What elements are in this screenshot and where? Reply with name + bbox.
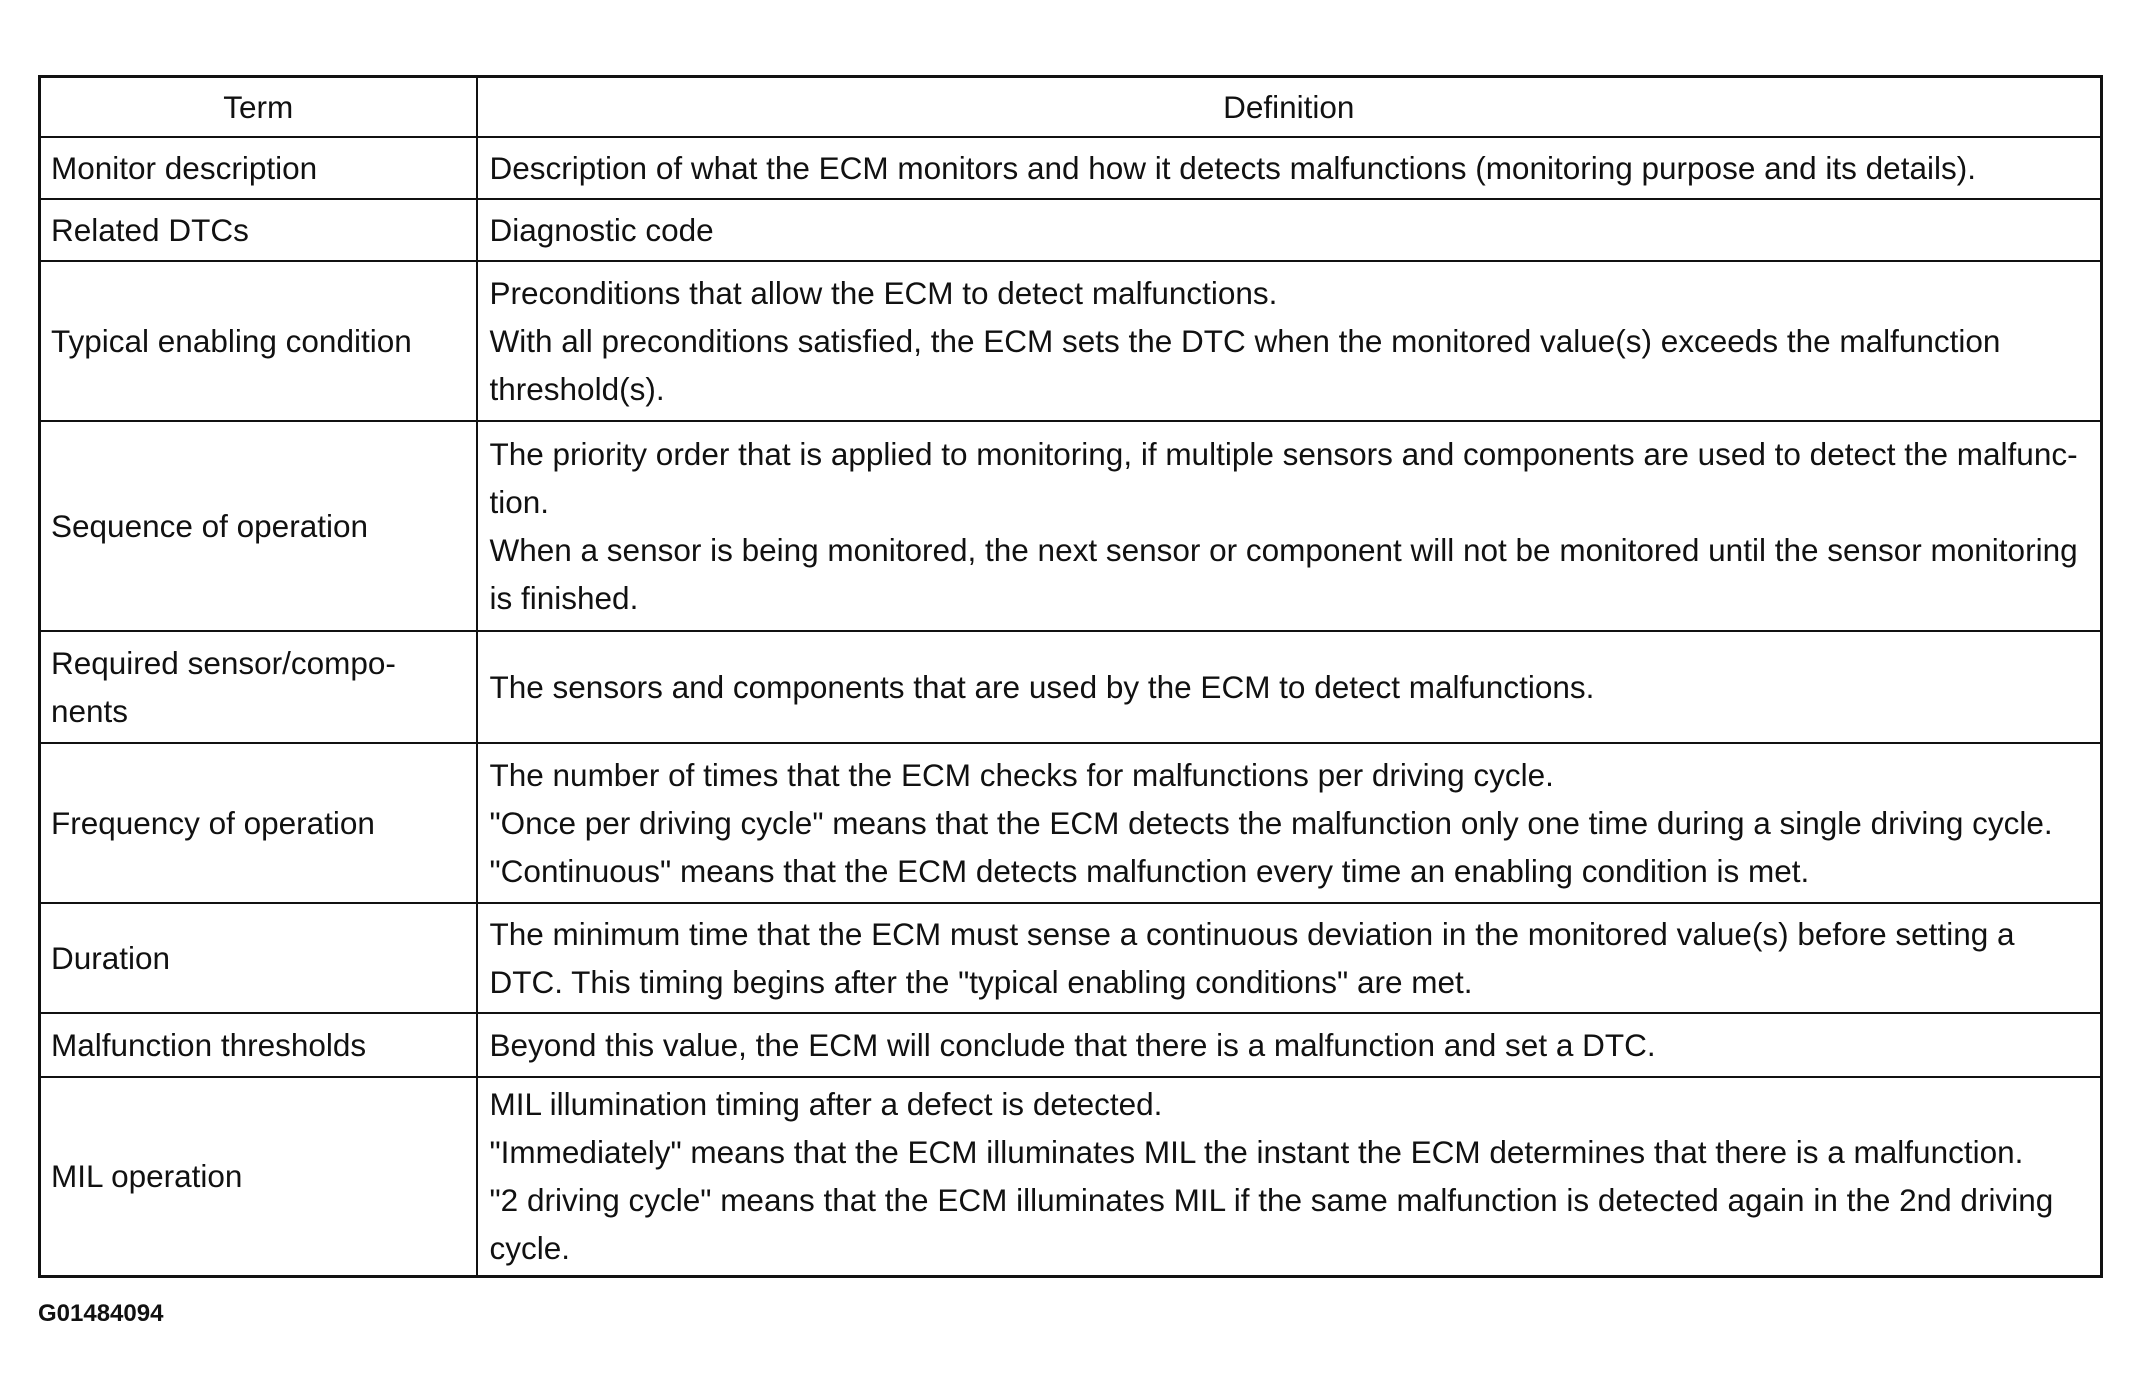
definition-line: tion.: [489, 483, 550, 520]
definition-line: is finished.: [489, 579, 639, 616]
table-row: [40, 261, 2102, 421]
table-row: [40, 1013, 2102, 1077]
term-cell: Sequence of operation: [40, 421, 477, 631]
term-cell: Related DTCs: [40, 199, 477, 261]
term-line: Required sensor/compo-: [51, 644, 396, 681]
definition-line: "Immediately" means that the ECM illuminates MIL the instant the ECM determines that there is a malfunction.: [489, 1134, 2024, 1171]
definition-line: MIL illumination timing after a defect is detected.: [489, 1086, 1163, 1123]
table-row: [40, 199, 2102, 261]
definition-cell: [477, 903, 2102, 1013]
definition-cell: [477, 199, 2102, 261]
definition-line: "Continuous" means that the ECM detects malfunction every time an enabling condition is met.: [489, 852, 1810, 889]
definition-line: The sensors and components that are used by the ECM to detect malfunctions.: [489, 668, 1595, 705]
column-header-definition: Definition: [477, 77, 2102, 137]
term-cell: MIL operation: [40, 1077, 477, 1277]
definition-cell: [477, 743, 2102, 903]
table-row: [40, 631, 2102, 743]
definition-line: Description of what the ECM monitors and how it detects malfunctions (monitoring purpose and its details).: [489, 149, 1976, 186]
definition-line: "2 driving cycle" means that the ECM illuminates MIL if the same malfunction is detected again in the 2nd driving: [489, 1182, 2054, 1219]
definition-cell: [477, 1077, 2102, 1277]
column-header-term: Term: [40, 77, 477, 137]
table-header-row: [40, 77, 2102, 137]
table-row: [40, 421, 2102, 631]
definition-cell: [477, 631, 2102, 743]
definitions-table: [38, 75, 2103, 1278]
term-cell: Duration: [40, 903, 477, 1013]
figure-id-label: G01484094: [38, 1300, 164, 1327]
definition-line: Preconditions that allow the ECM to detect malfunctions.: [489, 274, 1278, 311]
definition-line: The minimum time that the ECM must sense a continuous deviation in the monitored value(s) before setting a: [489, 915, 2015, 952]
table-row: [40, 137, 2102, 199]
definition-line: With all preconditions satisfied, the ECM sets the DTC when the monitored value(s) exceeds the malfunction: [489, 322, 2001, 359]
table-row: [40, 903, 2102, 1013]
definition-cell: [477, 1013, 2102, 1077]
definition-line: When a sensor is being monitored, the next sensor or component will not be monitored until the sensor monitoring: [489, 531, 2078, 568]
table-row: [40, 743, 2102, 903]
definition-line: The number of times that the ECM checks for malfunctions per driving cycle.: [489, 756, 1554, 793]
term-cell: Typical enabling condition: [40, 261, 477, 421]
definition-cell: [477, 421, 2102, 631]
definition-line: Diagnostic code: [489, 211, 714, 248]
definition-line: Beyond this value, the ECM will conclude that there is a malfunction and set a DTC.: [489, 1026, 1656, 1063]
term-cell: Frequency of operation: [40, 743, 477, 903]
term-cell: [40, 631, 477, 743]
definition-line: threshold(s).: [489, 370, 665, 407]
definition-cell: [477, 137, 2102, 199]
term-line: nents: [51, 692, 129, 729]
term-cell: Monitor description: [40, 137, 477, 199]
definition-line: DTC. This timing begins after the "typical enabling conditions" are met.: [489, 963, 1473, 1000]
term-cell: Malfunction thresholds: [40, 1013, 477, 1077]
definition-line: The priority order that is applied to monitoring, if multiple sensors and components are used to detect the malfunc-: [489, 435, 2078, 472]
definition-line: "Once per driving cycle" means that the ECM detects the malfunction only one time during a single driving cycle.: [489, 804, 2053, 841]
definition-line: cycle.: [489, 1230, 571, 1267]
definition-cell: [477, 261, 2102, 421]
table-row: [40, 1077, 2102, 1277]
